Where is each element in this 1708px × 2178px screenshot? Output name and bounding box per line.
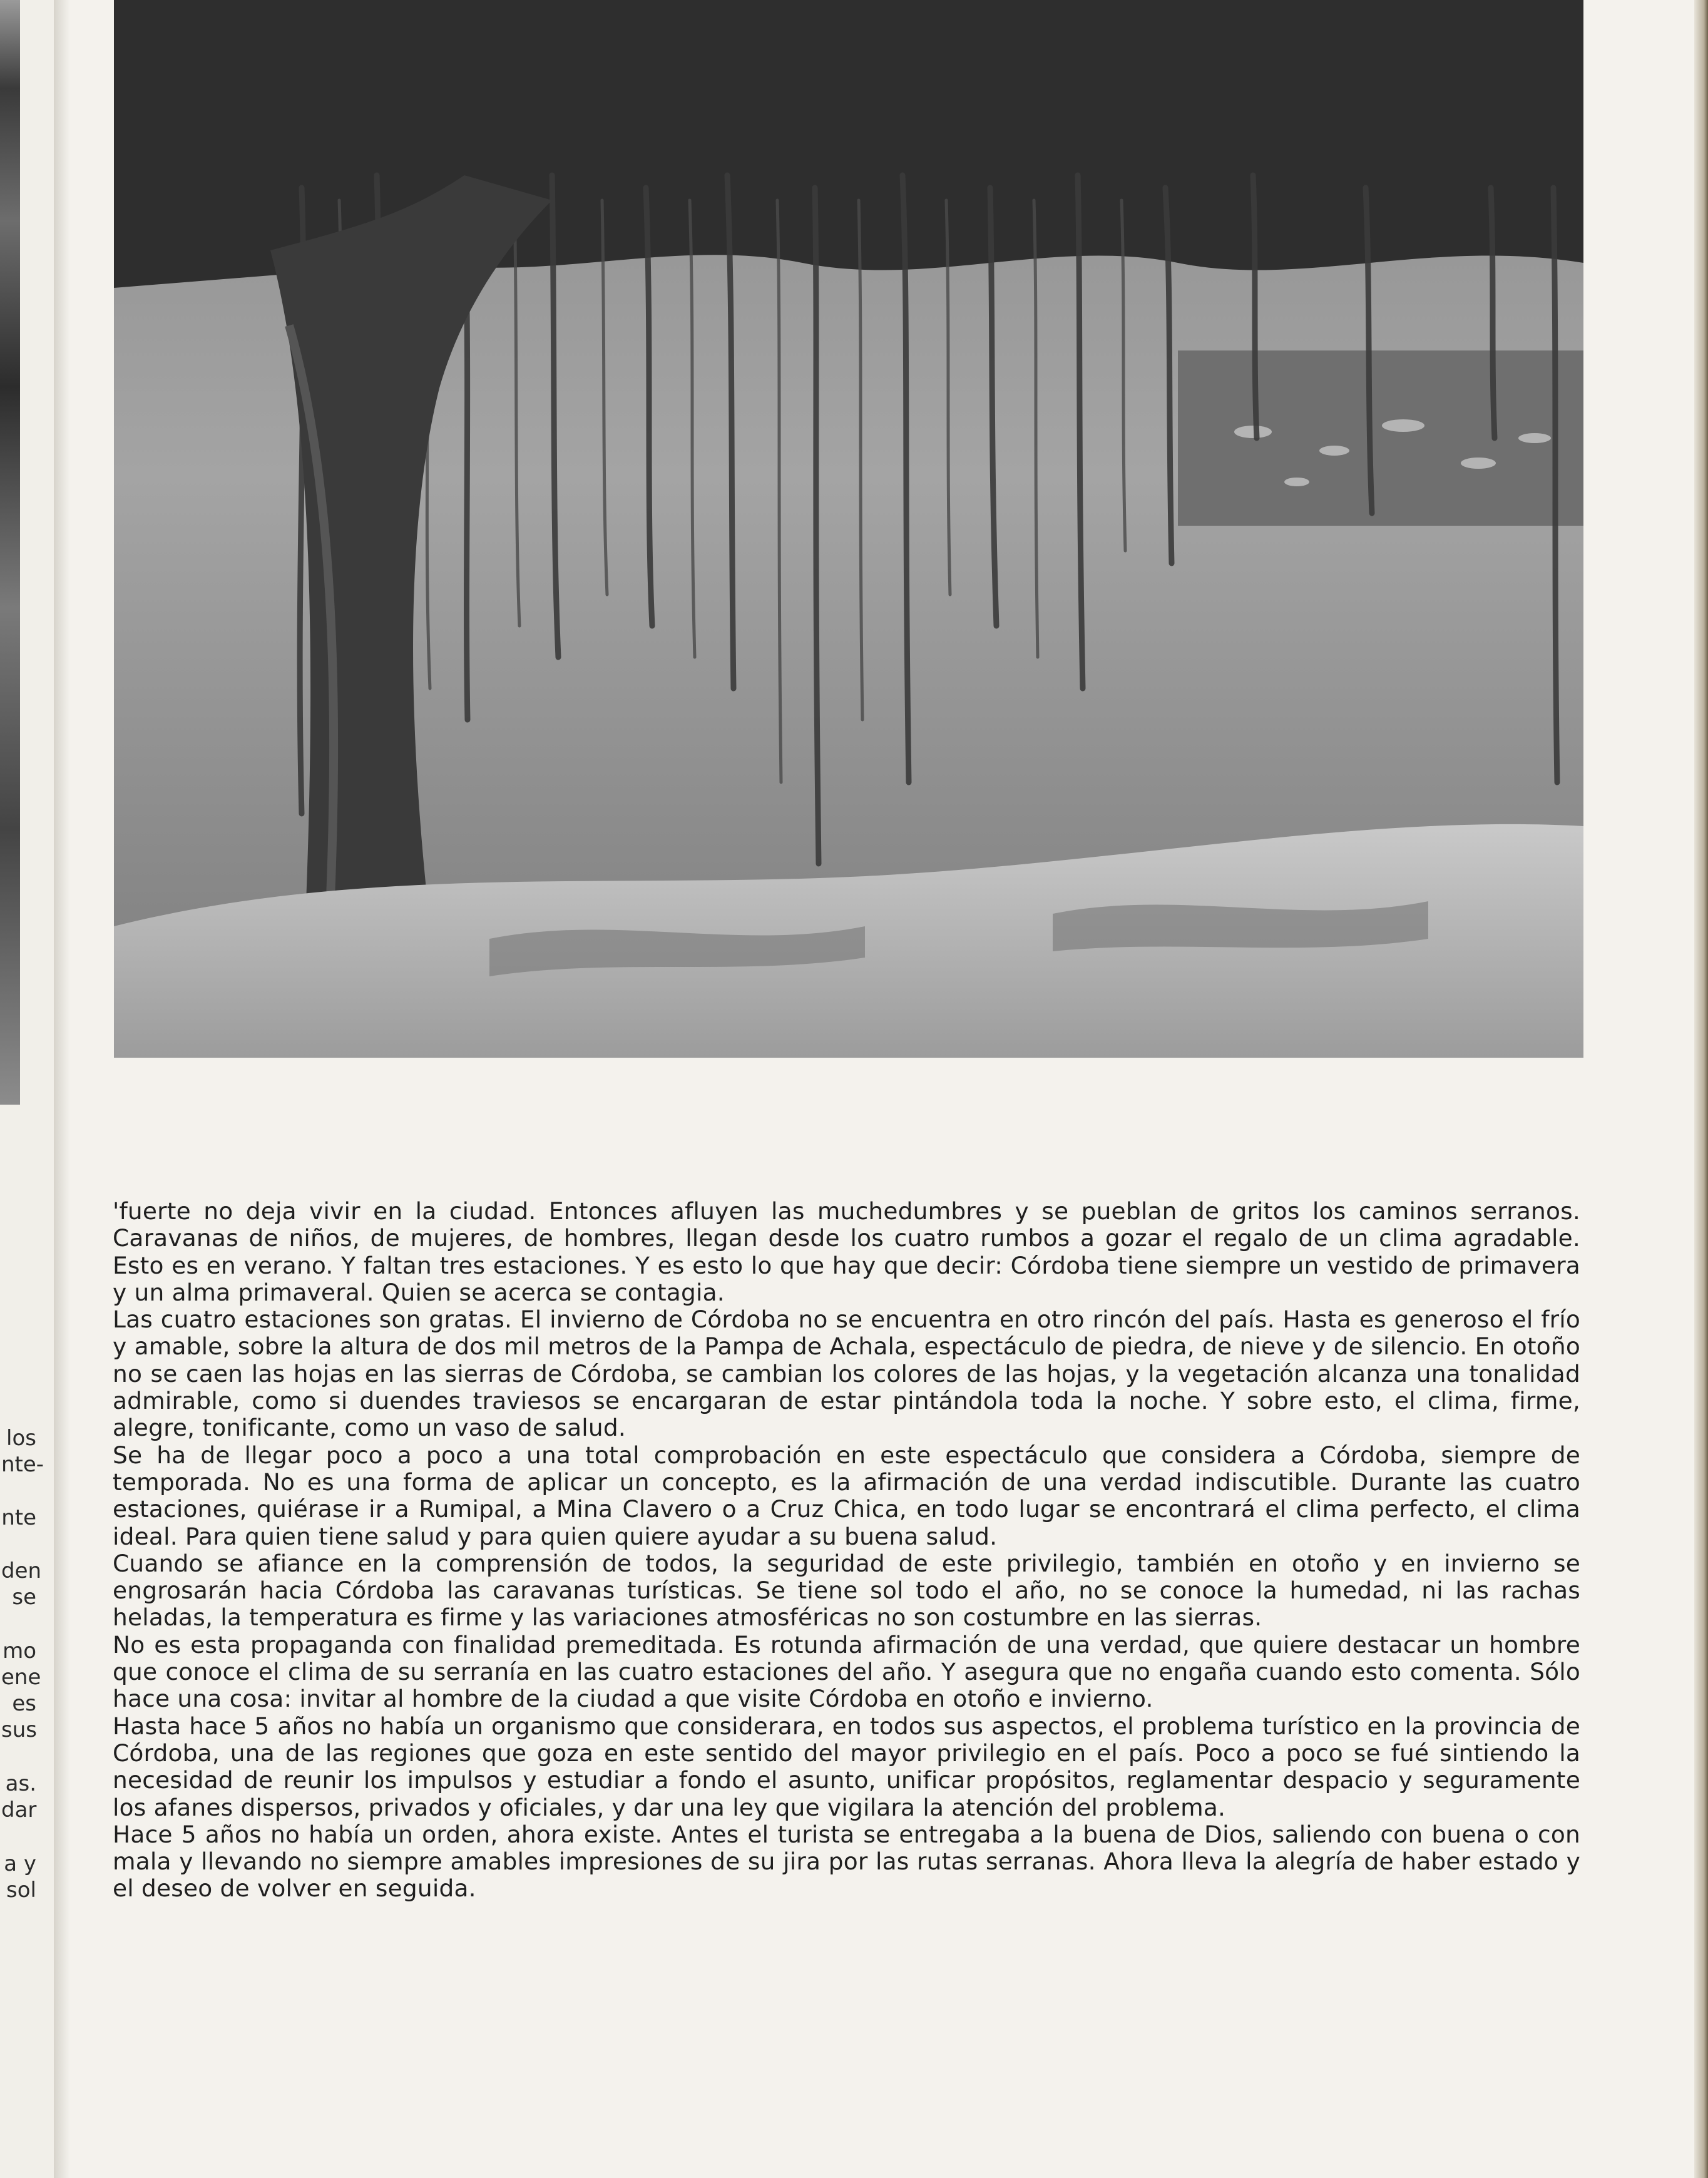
article-paragraph: Se ha de llegar poco a poco a una total comprobación en este espectáculo que considera a Córdoba, siempre de temporada. No es una forma de aplicar un concepto, es la afirmación de una verdad indiscutible. Durante las cuatro estaciones, quiérase ir a Rumipal, a Mina Clavero o a Cruz Chica, en todo lugar se encontrará el clima perfecto, el clima ideal. Para quien tiene salud y para quien quiere ayudar a su buena salud. (113, 1441, 1580, 1550)
facing-text-fragment: nte (1, 1505, 36, 1530)
facing-text-fragment: a y (4, 1851, 36, 1876)
facing-text-fragment: nte- (1, 1452, 44, 1477)
facing-text-fragment: mo (3, 1639, 36, 1664)
article-paragraph: Cuando se afiance en la comprensión de todos, la seguridad de este privilegio, también en otoño y en invierno se engrosarán hacia Córdoba las caravanas turísticas. Se tiene sol todo el año, no se conoce la humedad, ni las rachas heladas, la temperatura es firme y las variaciones atmosféricas no son costumbre en las sierras. (113, 1549, 1580, 1632)
willow-tree-photograph (114, 0, 1583, 1058)
article-body (113, 1198, 1580, 1903)
facing-text-fragment: sol (6, 1878, 36, 1903)
article-paragraph: 'fuerte no deja vivir en la ciudad. Entonces afluyen las muchedumbres y se pueblan de gritos los caminos serranos. Caravanas de niños, de mujeres, de hombres, llegan desde los cuatro rumbos a gozar el regalo de un clima agradable. Esto es en verano. Y faltan tres estaciones. Y es esto lo que hay que decir: Córdoba tiene siempre un vestido de primavera y un alma primaveral. Quien se acerca se contagia. (113, 1197, 1580, 1306)
facing-page-edge (0, 0, 63, 2178)
facing-text-fragment: dar (1, 1797, 37, 1823)
page-right-edge (1694, 0, 1708, 2178)
facing-text-fragment: den (1, 1558, 42, 1583)
article-paragraph: No es esta propaganda con finalidad premeditada. Es rotunda afirmación de una verdad, que quiere destacar un hombre que conoce el clima de su serranía en las cuatro estaciones del año. Y asegura que no engaña cuando esto comenta. Sólo hace una cosa: invitar al hombre de la ciudad a que visite Córdoba en otoño e invierno. (113, 1630, 1580, 1713)
article-paragraph: Hace 5 años no había un orden, ahora existe. Antes el turista se entregaba a la buena de Dios, saliendo con buena o con mala y llevando no siempre amables impresiones de su jira por las rutas serranas. Ahora lleva la alegría de haber estado y el deseo de volver en seguida. (113, 1820, 1580, 1903)
facing-text-fragment: sus (1, 1717, 37, 1742)
facing-text-fragment: los (6, 1426, 36, 1451)
page-gutter (54, 0, 70, 2178)
facing-text-fragment: es (12, 1691, 36, 1716)
facing-text-fragment: ene (1, 1665, 41, 1690)
facing-text-fragment: as. (5, 1771, 36, 1796)
facing-page-photo-fragment (0, 0, 20, 1105)
article-paragraph: Hasta hace 5 años no había un organismo que considerara, en todos sus aspectos, el problema turístico en la provincia de Córdoba, una de las regiones que goza en este sentido del mayor privilegio en el país. Poco a poco se fué sintiendo la necesidad de reunir los impulsos y estudiar a fondo el asunto, unificar propósitos, reglamentar despacio y seguramente los afanes dispersos, privados y oficiales, y dar una ley que vigilara la atención del problema. (113, 1712, 1580, 1821)
article-paragraph: Las cuatro estaciones son gratas. El invierno de Córdoba no se encuentra en otro rincón del país. Hasta es generoso el frío y amable, sobre la altura de dos mil metros de la Pampa de Achala, espectáculo de piedra, de nieve y de silencio. En otoño no se caen las hojas en las sierras de Córdoba, se cambian los colores de las hojas, y la vegetación alcanza una tonalidad admirable, como si duendes traviesos se encargaran de estar pintándola toda la noche. Y sobre esto, el clima, firme, alegre, tonificante, como un vaso de salud. (113, 1306, 1580, 1442)
facing-text-fragment: se (12, 1585, 36, 1610)
